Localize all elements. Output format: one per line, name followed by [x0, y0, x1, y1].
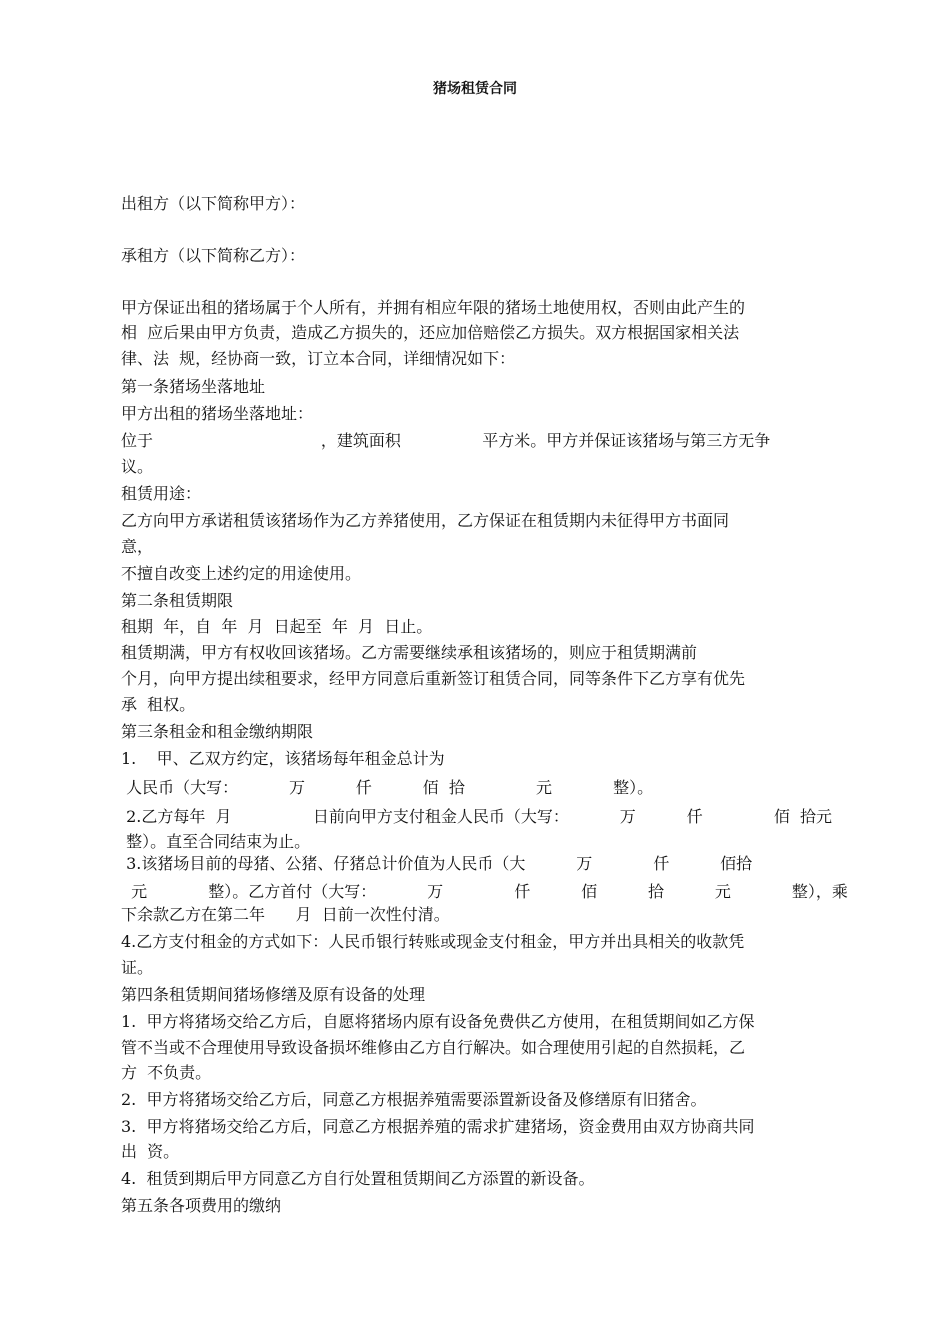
body-line: 1. 甲、乙双方约定，该猪场每年租金总计为 [121, 749, 445, 768]
document-title: 猪场租赁合同 [433, 81, 517, 97]
body-line: 租赁用途： [121, 484, 202, 503]
body-line: 乙方向甲方承诺租赁该猪场作为乙方养猪使用，乙方保证在租赁期内未征得甲方书面同 [121, 511, 730, 530]
body-line: 不擅自改变上述约定的用途使用。 [121, 564, 362, 583]
lessor-line: 出租方（以下简称甲方）： [121, 194, 306, 213]
body-line: 出 资。 [121, 1142, 180, 1161]
body-line: 甲方出租的猪场坐落地址： [121, 404, 314, 423]
section-heading: 第五条各项费用的缴纳 [121, 1196, 282, 1215]
section-heading: 第一条猪场坐落地址 [121, 377, 266, 396]
body-line: 方 不负责。 [121, 1063, 212, 1082]
body-line: 2. 甲方将猪场交给乙方后，同意乙方根据养殖需要添置新设备及修缮原有旧猪舍。 [121, 1090, 707, 1109]
body-line: 议。 [121, 457, 154, 476]
body-line: 管不当或不合理使用导致设备损坏维修由乙方自行解决。如合理使用引起的自然损耗，乙 [121, 1038, 746, 1057]
body-line: 律、法 规，经协商一致，订立本合同，详细情况如下： [121, 349, 516, 368]
body-line: 证。 [121, 958, 154, 977]
body-line: 位于 ，建筑面积 平方米。甲方并保证该猪场与第三方无争 [121, 431, 771, 450]
body-line: 个月，向甲方提出续租要求，经甲方同意后重新签订租赁合同，同等条件下乙方享有优先 [121, 669, 746, 688]
lessee-line: 承租方（以下简称乙方）： [121, 246, 306, 265]
section-heading: 第四条租赁期间猪场修缮及原有设备的处理 [121, 985, 426, 1004]
body-line: 相 应后果由甲方负责，造成乙方损失的，还应加倍赔偿乙方损失。双方根据国家相关法 [121, 323, 740, 342]
body-line: 1. 甲方将猪场交给乙方后，自愿将猪场内原有设备免费供乙方使用，在租赁期间如乙方保 [121, 1012, 755, 1031]
body-line: 3. 甲方将猪场交给乙方后，同意乙方根据养殖的需求扩建猪场，资金费用由双方协商共同 [121, 1117, 755, 1136]
section-heading: 第三条租金和租金缴纳期限 [121, 722, 314, 741]
body-line: 甲方保证出租的猪场属于个人所有，并拥有相应年限的猪场土地使用权，否则由此产生的 [121, 298, 746, 317]
body-line: 租赁期满，甲方有权收回该猪场。乙方需要继续承租该猪场的，则应于租赁期满前 [121, 643, 698, 662]
body-line: 元 整）。乙方首付（大写： 万 仟 佰 拾 元 整），乘 [121, 882, 848, 901]
body-line: 人民币（大写： 万 仟 佰 拾 元 整）。 [121, 778, 654, 797]
body-line: 2.乙方每年 月 日前向甲方支付租金人民币（大写： 万 仟 佰 拾元 [121, 807, 832, 826]
body-line: 4. 租赁到期后甲方同意乙方自行处置租赁期间乙方添置的新设备。 [121, 1169, 595, 1188]
body-line: 下余款乙方在第二年 月 日前一次性付清。 [121, 905, 450, 924]
body-line: 整）。直至合同结束为止。 [121, 832, 311, 851]
body-line: 意， [121, 537, 154, 556]
body-line: 承 租权。 [121, 695, 196, 714]
body-line: 租期 年，自 年 月 日起至 年 月 日止。 [121, 617, 433, 636]
section-heading: 第二条租赁期限 [121, 591, 234, 610]
body-line: 4.乙方支付租金的方式如下：人民币银行转账或现金支付租金，甲方并出具相关的收款凭 [121, 932, 745, 951]
body-line: 3.该猪场目前的母猪、公猪、仔猪总计价值为人民币（大 万 仟 佰拾 [121, 854, 753, 873]
